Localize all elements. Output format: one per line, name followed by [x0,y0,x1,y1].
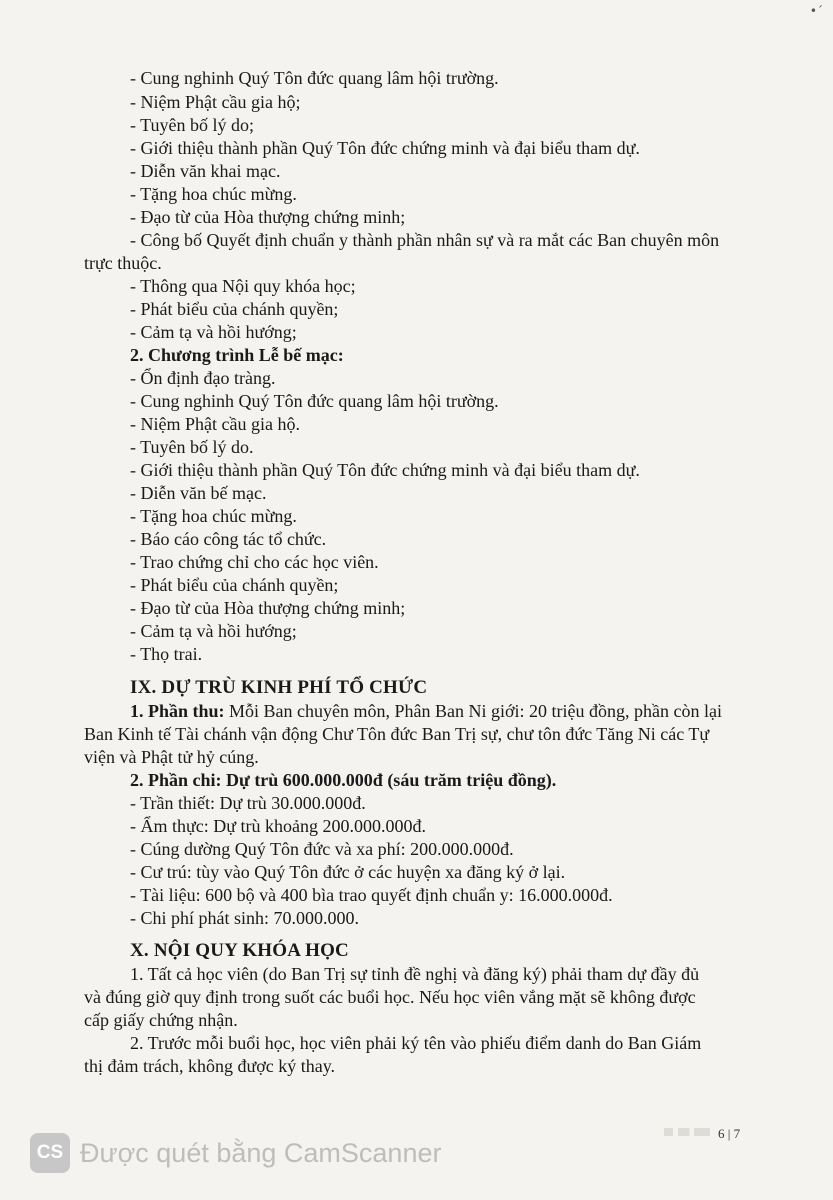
page-number: 6 | 7 [718,1126,741,1141]
list-item: - Giới thiệu thành phần Quý Tôn đức chứng minh và đại biểu tham dự. [130,460,640,480]
list-item: - Cung nghinh Quý Tôn đức quang lâm hội trường. [130,68,499,88]
list-item: - Tặng hoa chúc mừng. [130,184,297,204]
expense-item: - Ẩm thực: Dự trù khoảng 200.000.000đ. [130,816,426,836]
faint-footer-text [664,1128,710,1136]
list-item: - Tuyên bố lý do; [130,115,255,135]
list-item: - Ổn định đạo tràng. [130,368,276,388]
list-item: - Cung nghinh Quý Tôn đức quang lâm hội trường. [130,391,499,411]
expense-item: - Cư trú: tùy vào Quý Tôn đức ở các huyện xa đăng ký ở lại. [130,862,566,882]
list-item: - Niệm Phật cầu gia hộ; [130,92,301,112]
list-item: - Báo cáo công tác tổ chức. [130,529,327,549]
section-x-title: X. NỘI QUY KHÓA HỌC [130,940,349,961]
list-item: - Đạo từ của Hòa thượng chứng minh; [130,207,406,227]
expense-item: - Chi phí phát sinh: 70.000.000. [130,908,359,928]
camscanner-watermark [30,1130,441,1176]
list-item-continuation: trực thuộc. [84,253,162,273]
expense-item: - Tài liệu: 600 bộ và 400 bìa trao quyết định chuẩn y: 16.000.000đ. [130,885,613,905]
rule-2-line: 2. Trước mỗi buổi học, học viên phải ký tên vào phiếu điểm danh do Ban Giám [130,1033,702,1053]
list-item: - Thông qua Nội quy khóa học; [130,276,356,296]
list-item: - Giới thiệu thành phần Quý Tôn đức chứng minh và đại biểu tham dự. [130,138,640,158]
rule-1-line: cấp giấy chứng nhận. [84,1010,238,1030]
list-item: - Cảm tạ và hồi hướng; [130,322,297,342]
list-item: - Tuyên bố lý do. [130,437,254,457]
list-item: - Diễn văn bế mạc. [130,483,267,503]
expense-heading: 2. Phần chi: Dự trù 600.000.000đ (sáu trăm triệu đồng). [130,770,557,790]
expense-item: - Cúng dường Quý Tôn đức và xa phí: 200.000.000đ. [130,839,514,859]
closing-ceremony-heading: 2. Chương trình Lễ bế mạc: [130,345,344,365]
list-item: - Thọ trai. [130,644,203,664]
list-item: - Phát biểu của chánh quyền; [130,299,339,319]
income-label: 1. Phần thu: [130,701,225,721]
expense-item: - Trần thiết: Dự trù 30.000.000đ. [130,793,366,813]
list-item: - Cảm tạ và hồi hướng; [130,621,297,641]
income-text: Mỗi Ban chuyên môn, Phân Ban Ni giới: 20 triệu đồng, phần còn lại [224,701,722,721]
list-item: - Trao chứng chỉ cho các học viên. [130,552,379,572]
list-item: - Diễn văn khai mạc. [130,161,281,181]
income-text-line: Ban Kinh tế Tài chánh vận động Chư Tôn đức Ban Trị sự, chư tôn đức Tăng Ni các Tự [84,724,710,744]
watermark-text: Được quét bằng CamScanner [80,1137,442,1168]
list-item: - Tặng hoa chúc mừng. [130,506,297,526]
list-item: - Đạo từ của Hòa thượng chứng minh; [130,598,406,618]
corner-mark: •´ [809,4,823,18]
rule-1-line: 1. Tất cả học viên (do Ban Trị sự tỉnh đề nghị và đăng ký) phải tham dự đầy đủ [130,964,700,984]
rule-1-line: và đúng giờ quy định trong suốt các buổi học. Nếu học viên vắng mặt sẽ không được [84,987,696,1007]
list-item: - Niệm Phật cầu gia hộ. [130,414,300,434]
camscanner-logo-icon: CS [30,1133,70,1173]
section-ix-title: IX. DỰ TRÙ KINH PHÍ TỔ CHỨC [130,677,428,698]
income-text-line: viện và Phật tử hỷ cúng. [84,747,259,767]
list-item: - Công bố Quyết định chuẩn y thành phần nhân sự và ra mắt các Ban chuyên môn [130,230,720,250]
list-item: - Phát biểu của chánh quyền; [130,575,339,595]
rule-2-line: thị đảm trách, không được ký thay. [84,1056,336,1076]
income-paragraph [130,700,722,722]
